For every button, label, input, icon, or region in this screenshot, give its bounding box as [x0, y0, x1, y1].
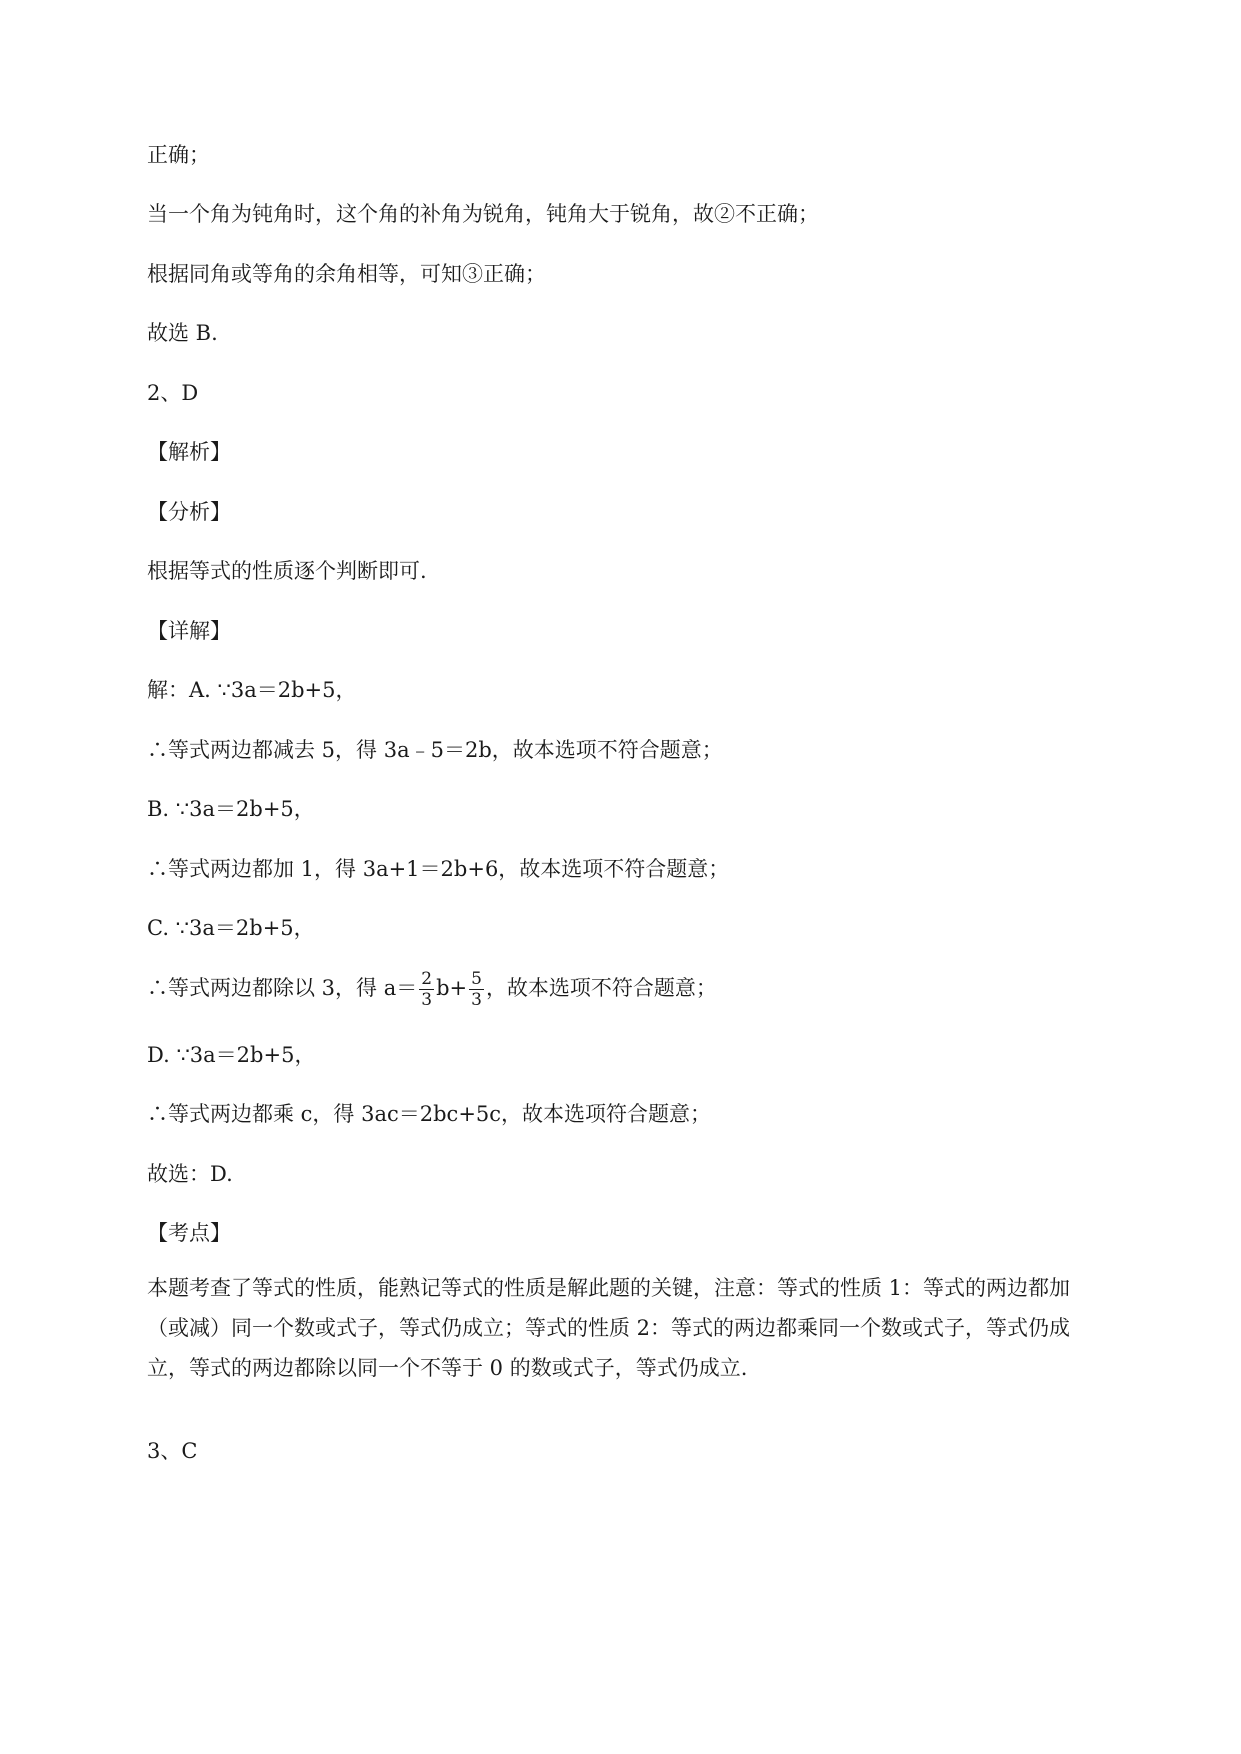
fraction-line-prefix: ∴等式两边都除以 3，得 a＝	[147, 976, 418, 1000]
section-label-xiangjie: 【详解】	[147, 619, 231, 643]
math-line: D. ∵3a＝2b+5，	[147, 1043, 316, 1067]
text-line: 故选 B.	[147, 321, 218, 345]
math-line-fraction	[147, 968, 717, 1009]
fraction-numerator: 5	[471, 969, 482, 989]
paragraph-row: （或减）同一个数或式子，等式仍成立；等式的性质 2：等式的两边都乘同一个数或式子，等式仍成	[147, 1316, 1071, 1340]
section-label-jiexi: 【解析】	[147, 440, 231, 464]
summary-paragraph	[147, 1268, 1147, 1388]
fraction-denominator: 3	[421, 990, 433, 1010]
fraction-five-thirds	[469, 970, 484, 1009]
text-line: 当一个角为钝角时，这个角的补角为锐角，钝角大于锐角，故②不正确；	[147, 202, 819, 226]
math-line: ∴等式两边都加 1，得 3a+1＝2b+6，故本选项不符合题意；	[147, 857, 730, 881]
fraction-denominator: 3	[471, 990, 482, 1010]
answer-heading: 2、D	[147, 381, 199, 405]
fraction-two-thirds	[419, 970, 434, 1009]
math-line: ∴等式两边都乘 c，得 3ac＝2bc+5c，故本选项符合题意；	[147, 1102, 712, 1126]
math-line: ∴等式两边都减去 5，得 3a﹣5＝2b，故本选项不符合题意；	[147, 738, 723, 762]
fraction-line-mid: b+	[436, 976, 468, 1000]
text-line: 根据同角或等角的余角相等，可知③正确；	[147, 262, 546, 286]
section-label-text: 【考点】	[147, 1221, 231, 1245]
math-line: 解：A. ∵3a＝2b+5，	[147, 678, 357, 702]
section-label-kaodian	[147, 1218, 231, 1248]
paragraph-row: 立，等式的两边都除以同一个不等于 0 的数或式子，等式仍成立.	[147, 1356, 748, 1380]
text-line: 正确；	[147, 143, 210, 167]
math-line: 故选：D.	[147, 1162, 233, 1186]
section-label-fenxi: 【分析】	[147, 500, 231, 524]
fraction-line-suffix: ，故本选项不符合题意；	[485, 976, 717, 1000]
math-line: C. ∵3a＝2b+5，	[147, 916, 315, 940]
fraction-numerator: 2	[421, 969, 433, 989]
answer-heading: 3、C	[147, 1439, 198, 1463]
text-line: 根据等式的性质逐个判断即可.	[147, 559, 427, 583]
paragraph-row: 本题考查了等式的性质，能熟记等式的性质是解此题的关键，注意：等式的性质 1：等式的两边都加	[147, 1276, 1071, 1300]
math-line: B. ∵3a＝2b+5，	[147, 797, 315, 821]
